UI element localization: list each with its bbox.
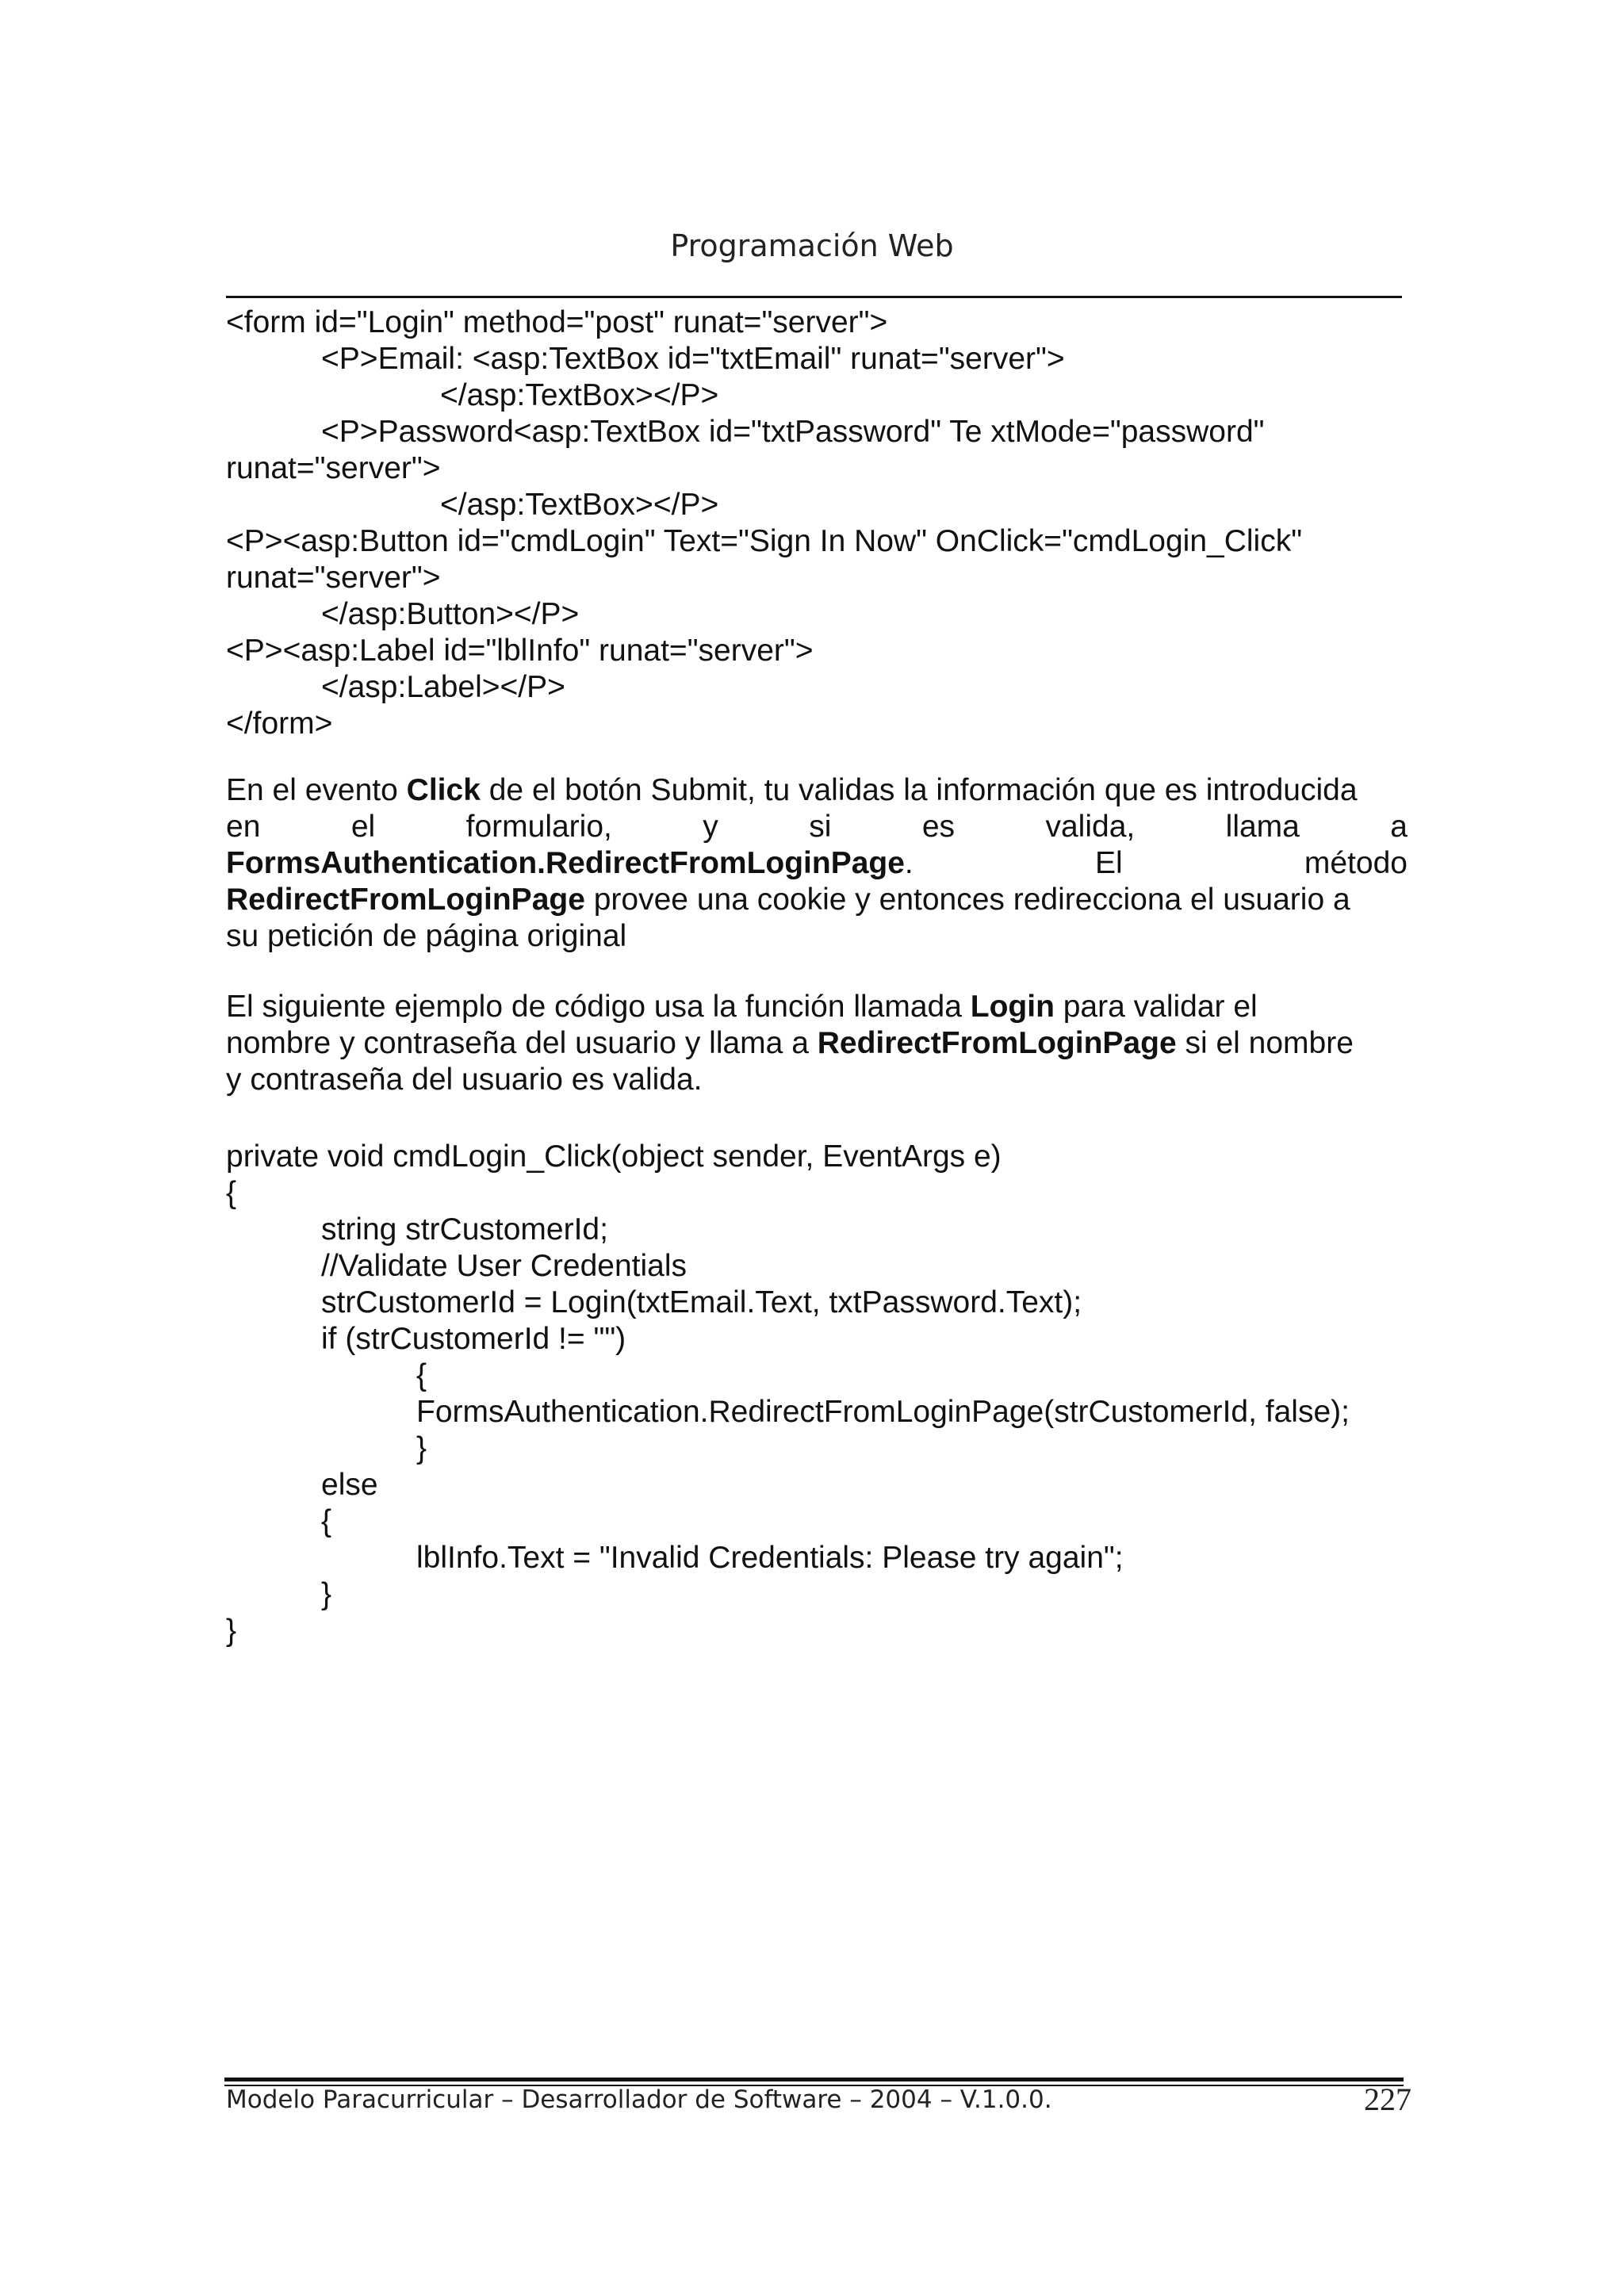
text-run: de el botón Submit, tu validas la información que es introducida xyxy=(480,773,1358,807)
code-line: runat="server"> xyxy=(226,561,441,595)
paragraph-line: su petición de página original xyxy=(226,919,627,953)
bold-text: RedirectFromLoginPage xyxy=(226,883,585,917)
code-line: private void cmdLogin_Click(object sender, EventArgs e) xyxy=(226,1139,1002,1174)
code-line: </asp:TextBox></P> xyxy=(440,488,719,522)
footer-text: Modelo Paracurricular – Desarrollador de Software – 2004 – V.1.0.0. xyxy=(226,2085,1052,2114)
header-rule xyxy=(226,296,1402,298)
code-line: { xyxy=(416,1358,427,1392)
code-line: { xyxy=(226,1176,237,1210)
paragraph-line xyxy=(226,845,1408,882)
paragraph-example-intro xyxy=(226,989,1408,1098)
text-run: provee una cookie y entonces redirecciona el usuario a xyxy=(584,883,1350,917)
code-line: if (strCustomerId != "") xyxy=(321,1322,626,1356)
code-line: </form> xyxy=(226,707,333,741)
code-line: <P><asp:Button id="cmdLogin" Text="Sign In Now" OnClick="cmdLogin_Click" xyxy=(226,524,1303,558)
code-line: } xyxy=(321,1577,332,1611)
code-line: <P>Email: <asp:TextBox id="txtEmail" runat="server"> xyxy=(321,342,1065,376)
page-header-title: Programación Web xyxy=(670,228,954,263)
bold-text: FormsAuthentication.RedirectFromLoginPage xyxy=(226,846,905,880)
bold-text: Login xyxy=(970,990,1055,1024)
paragraph-line xyxy=(226,989,1408,1025)
text-run: En el evento xyxy=(226,773,407,807)
text-run: para validar el xyxy=(1054,990,1258,1024)
text-run: si el nombre xyxy=(1176,1026,1354,1060)
form-code-block xyxy=(226,304,1408,742)
code-line: <form id="Login" method="post" runat="server"> xyxy=(226,305,888,339)
code-line: //Validate User Credentials xyxy=(321,1249,687,1283)
code-line: </asp:TextBox></P> xyxy=(440,378,719,412)
page-number: 227 xyxy=(1364,2081,1411,2117)
code-line: } xyxy=(226,1614,237,1648)
paragraph-line xyxy=(226,882,1408,918)
bold-text: RedirectFromLoginPage xyxy=(817,1026,1177,1060)
footer-rule xyxy=(224,2078,1404,2081)
code-line: } xyxy=(416,1431,427,1465)
code-line: <P>Password<asp:TextBox id="txtPassword" Te xtMode="password" xyxy=(321,415,1265,449)
paragraph-line xyxy=(226,1025,1408,1062)
code-line: FormsAuthentication.RedirectFromLoginPage(strCustomerId, false); xyxy=(416,1395,1350,1429)
method-code-block xyxy=(226,1139,1408,1649)
paragraph-line: en el formulario, y si es valida, llama a xyxy=(226,810,1408,844)
paragraph-line: y contraseña del usuario es valida. xyxy=(226,1063,703,1097)
paragraph-click-event xyxy=(226,772,1408,955)
code-line: runat="server"> xyxy=(226,451,441,485)
code-line: <P><asp:Label id="lblInfo" runat="server"> xyxy=(226,634,814,668)
paragraph-line xyxy=(226,772,1408,809)
text-run: . El método xyxy=(904,846,1408,880)
code-line: strCustomerId = Login(txtEmail.Text, txtPassword.Text); xyxy=(321,1285,1082,1319)
text-run: El siguiente ejemplo de código usa la función llamada xyxy=(226,990,971,1024)
bold-text: Click xyxy=(406,773,481,807)
code-line: </asp:Label></P> xyxy=(321,670,565,704)
code-line: </asp:Button></P> xyxy=(321,597,580,631)
code-line: string strCustomerId; xyxy=(321,1212,608,1247)
code-line: lblInfo.Text = "Invalid Credentials: Please try again"; xyxy=(416,1541,1124,1575)
code-line: else xyxy=(321,1468,378,1502)
code-line: { xyxy=(321,1504,332,1538)
text-run: nombre y contraseña del usuario y llama a xyxy=(226,1026,818,1060)
